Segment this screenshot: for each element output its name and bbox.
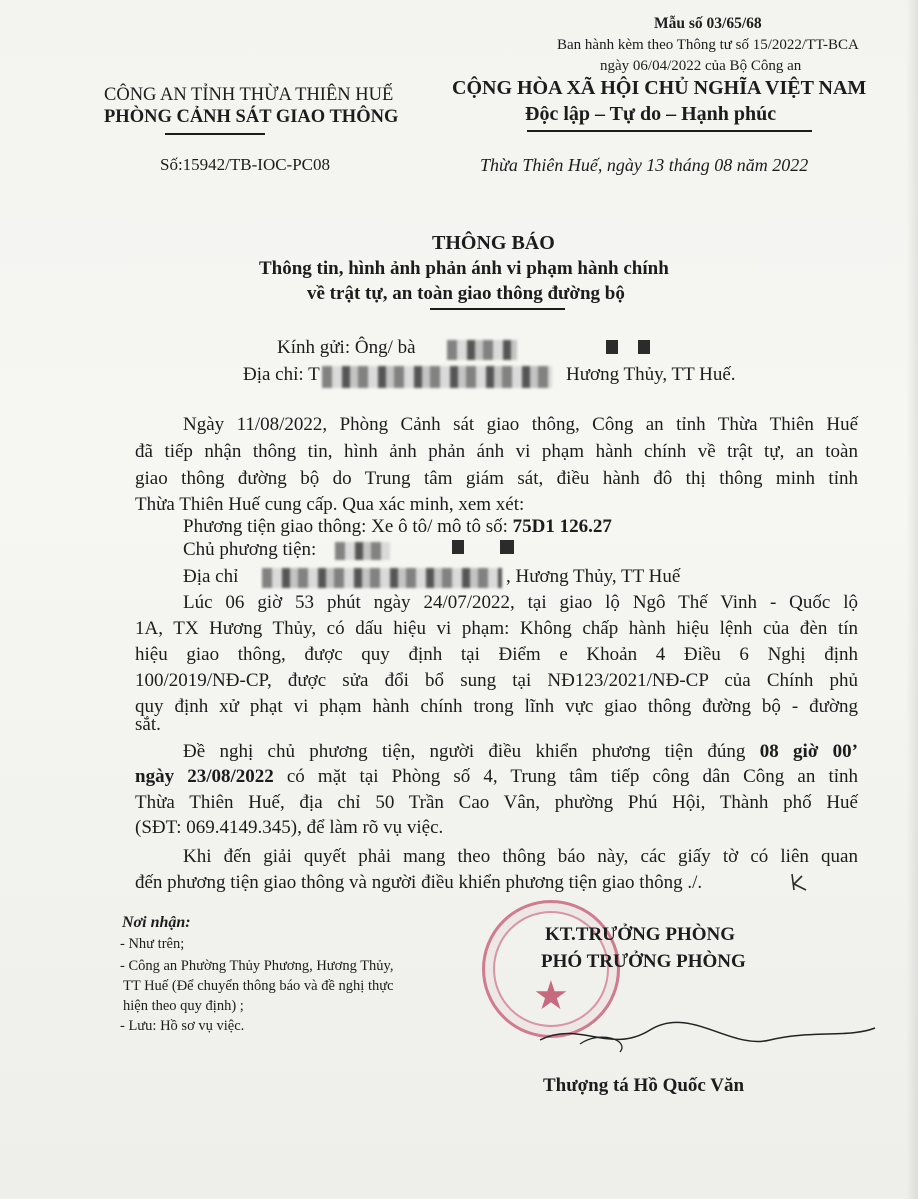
owner-label: Chủ phương tiện: [183, 539, 317, 560]
recipients-line-3: TT Huế (Để chuyển thông báo và đề nghị thực [123, 978, 394, 994]
page-edge-shadow [906, 0, 918, 1199]
p3-date: ngày 23/08/2022 [135, 766, 274, 787]
place-date: Thừa Thiên Huế, ngày 13 tháng 08 năm 2022 [480, 155, 809, 175]
salutation: Kính gửi: Ông/ bà [277, 337, 416, 358]
handwritten-signature [520, 1010, 880, 1060]
recipients-line-5: - Lưu: Hồ sơ vụ việc. [120, 1018, 245, 1034]
owner-address-suffix: , Hương Thủy, TT Huế [506, 566, 681, 587]
recipient-address-suffix: Hương Thủy, TT Huế. [566, 364, 736, 385]
redacted-address [322, 366, 552, 388]
signer-title-1: KT.TRƯỞNG PHÒNG [545, 924, 735, 945]
redacted-name [447, 340, 517, 360]
vehicle-line [183, 516, 612, 538]
p3-line-4: (SĐT: 069.4149.345), để làm rõ vụ việc. [135, 817, 444, 838]
p2-line-1: Lúc 06 giờ 53 phút ngày 24/07/2022, tại giao lộ Ngô Thế Vinh - Quốc lộ [183, 592, 858, 613]
vehicle-plate: 75D1 126.27 [512, 516, 612, 537]
p2-line-4: 100/2019/NĐ-CP, được sửa đổi bổ sung tại NĐ123/2021/NĐ-CP của Chính phủ [135, 670, 858, 691]
issuer-line2: PHÒNG CẢNH SÁT GIAO THÔNG [104, 107, 399, 127]
notice-subtitle-2: về trật tự, an toàn giao thông đường bộ [307, 283, 625, 304]
recipients-line-4: hiện theo quy định) ; [123, 998, 244, 1014]
signer-name: Thượng tá Hồ Quốc Văn [543, 1075, 745, 1096]
motto-underline [527, 130, 812, 132]
form-issued-line2: ngày 06/04/2022 của Bộ Công an [600, 58, 802, 74]
p2-line-3: hiệu giao thông, được quy định tại Điểm e Khoản 4 Điều 6 Nghị định [135, 644, 858, 665]
issuer-underline [165, 133, 265, 135]
p1-line-4: Thừa Thiên Huế cung cấp. Qua xác minh, xem xét: [135, 494, 525, 515]
recipients-line-1: - Như trên; [120, 936, 185, 952]
recipient-address-prefix: Địa chỉ: T [243, 364, 320, 385]
redacted-mark [638, 340, 650, 354]
p3-line-3: Thừa Thiên Huế, địa chỉ 50 Trần Cao Vân, phường Phú Hội, Thành phố Huế [135, 792, 858, 813]
p2-line-6: sắt. [135, 714, 161, 735]
redacted-mark [606, 340, 618, 354]
notice-title: THÔNG BÁO [432, 232, 555, 254]
recipients-line-2: - Công an Phường Thủy Phương, Hương Thủy, [120, 958, 394, 974]
title-underline [430, 308, 565, 310]
p3-line2-rest: có mặt tại Phòng số 4, Trung tâm tiếp công dân Công an tỉnh [273, 766, 859, 787]
redacted-owner-address [262, 568, 502, 588]
p3-line-2 [135, 766, 858, 788]
p3-start: Đề nghị chủ phương tiện, người điều khiển phương tiện đúng [183, 741, 760, 762]
nation-motto: Độc lập – Tự do – Hạnh phúc [525, 103, 777, 125]
nation-title: CỘNG HÒA XÃ HỘI CHỦ NGHĨA VIỆT NAM [452, 77, 867, 99]
p2-line-5: quy định xử phạt vi phạm hành chính trong lĩnh vực giao thông đường bộ - đường [135, 696, 858, 717]
signer-title-2: PHÓ TRƯỞNG PHÒNG [541, 951, 746, 972]
owner-address-label: Địa chỉ [183, 566, 239, 587]
p1-line-2: đã tiếp nhận thông tin, hình ảnh phản ánh vi phạm hành chính về trật tự, an toàn [135, 441, 858, 462]
stamp-star-icon: ★ [533, 973, 569, 1018]
notice-subtitle-1: Thông tin, hình ảnh phản ánh vi phạm hành chính [259, 258, 669, 279]
form-code: Mẫu số 03/65/68 [654, 15, 762, 32]
document-number: Số:15942/TB-IOC-PC08 [160, 155, 331, 174]
p3-line-1 [183, 741, 858, 763]
p4-line-1: Khi đến giải quyết phải mang theo thông báo này, các giấy tờ có liên quan [183, 846, 858, 867]
p3-time: 08 giờ 00’ [759, 741, 858, 762]
form-issued-line1: Ban hành kèm theo Thông tư số 15/2022/TT-BCA [557, 37, 859, 53]
issuer-line1: CÔNG AN TỈNH THỪA THIÊN HUẾ [104, 85, 394, 105]
p1-line-3: giao thông đường bộ do Trung tâm giám sát, điều hành đô thị thông minh tỉnh [135, 468, 858, 489]
recipients-title: Nơi nhận: [122, 914, 191, 931]
p1-line-1: Ngày 11/08/2022, Phòng Cảnh sát giao thông, Công an tỉnh Thừa Thiên Huế [183, 414, 858, 435]
vehicle-label: Phương tiện giao thông: Xe ô tô/ mô tô số: [183, 516, 513, 537]
redacted-mark [452, 540, 464, 554]
redacted-mark [500, 540, 514, 554]
p2-line-2: 1A, TX Hương Thủy, có dấu hiệu vi phạm: Không chấp hành hiệu lệnh của đèn tín [135, 618, 858, 639]
redacted-owner [335, 542, 390, 560]
p4-line-2: đến phương tiện giao thông và người điều khiển phương tiện giao thông ./. [135, 872, 703, 893]
handwritten-mark [788, 868, 818, 894]
